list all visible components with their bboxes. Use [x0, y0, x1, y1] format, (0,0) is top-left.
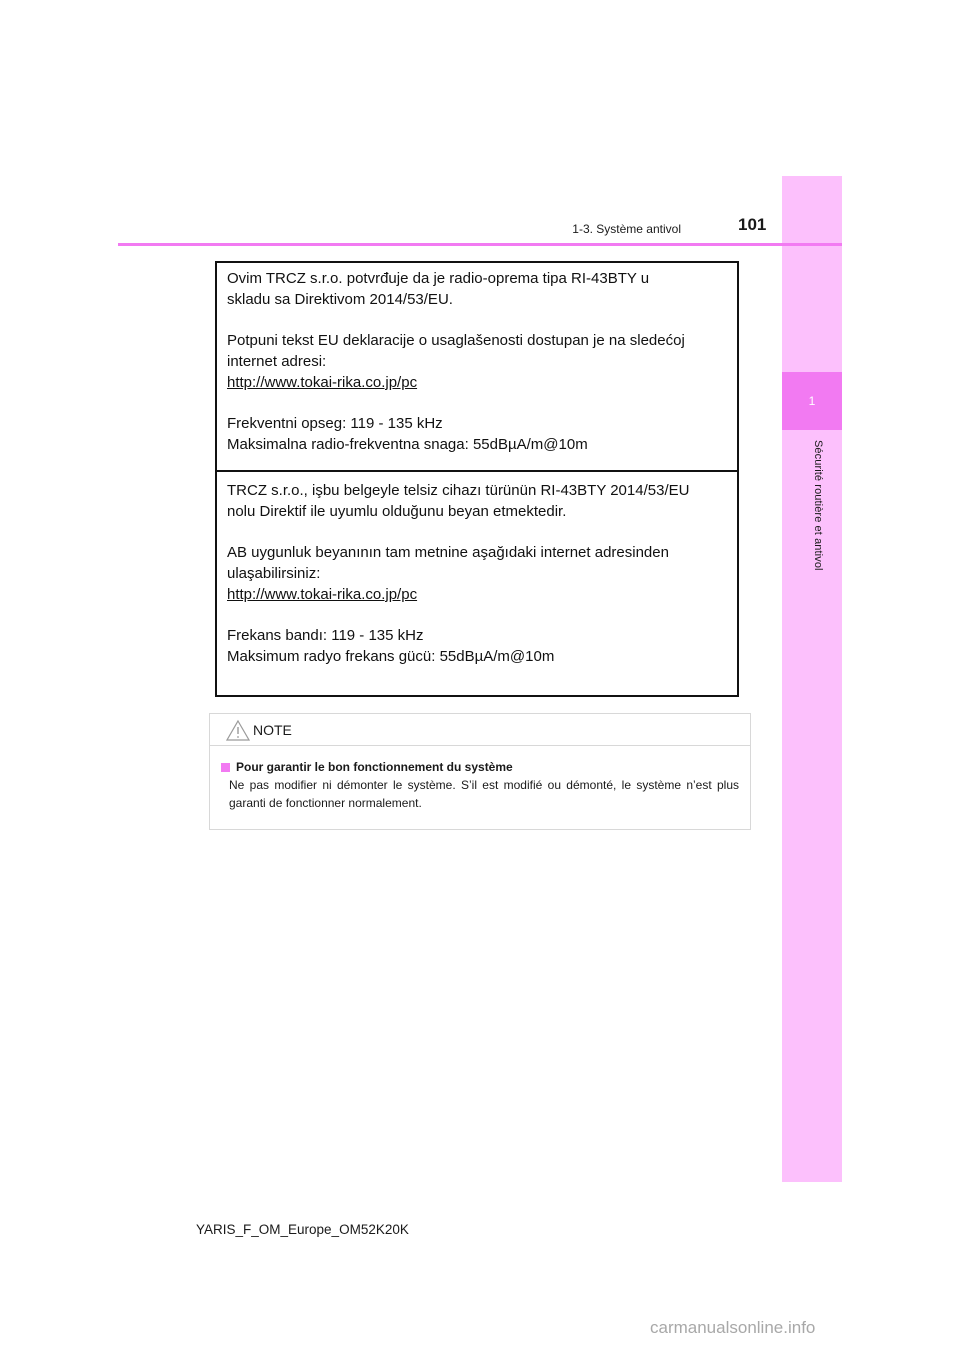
decl-sr-line5: Frekventni opseg: 119 - 135 kHz [227, 415, 443, 432]
note-text: Ne pas modifier ni démonter le système. S’il est modifié ou démonté, le système n’est plus garanti de fonctionner normalement. [229, 778, 739, 810]
decl-tr-line4: ulaşabilirsiniz: [227, 565, 321, 582]
note-title [221, 758, 739, 776]
decl-sr-line1: Ovim TRCZ s.r.o. potvrđuje da je radio-oprema tipa RI-43BTY u [227, 270, 650, 287]
declaration-serbian [227, 268, 727, 455]
warning-triangle-icon [226, 719, 250, 741]
decl-tr-line1: TRCZ s.r.o., işbu belgeyle telsiz cihazı türünün RI-43BTY 2014/53/EU [227, 482, 690, 499]
chapter-number: 1 [782, 372, 842, 430]
note-title-text: Pour garantir le bon fonctionnement du système [236, 760, 513, 774]
note-body [210, 746, 750, 812]
footer-code: YARIS_F_OM_Europe_OM52K20K [196, 1222, 409, 1237]
decl-sr-url-link[interactable]: http://www.tokai-rika.co.jp/pc [227, 374, 418, 391]
decl-sr-line4: internet adresi: [227, 353, 327, 370]
chapter-label: Sécurité routière et antivol [812, 440, 824, 571]
declaration-turkish [227, 480, 727, 667]
declaration-divider [217, 470, 737, 472]
decl-tr-url-link[interactable]: http://www.tokai-rika.co.jp/pc [227, 586, 418, 603]
decl-tr-line6: Maksimum radyo frekans gücü: 55dBµA/m@10m [227, 648, 555, 665]
note-box [209, 713, 751, 830]
note-header [210, 714, 750, 746]
decl-tr-line2: nolu Direktif ile uyumlu olduğunu beyan etmektedir. [227, 503, 567, 520]
chapter-side-tab [782, 176, 842, 1182]
header-rule [118, 243, 842, 246]
pink-square-bullet-icon [221, 763, 230, 772]
section-title: 1-3. Système antivol [572, 222, 681, 236]
note-label: NOTE [253, 722, 292, 738]
decl-tr-line5: Frekans bandı: 119 - 135 kHz [227, 627, 424, 644]
decl-sr-line6: Maksimalna radio-frekventna snaga: 55dBµA/m@10m [227, 436, 588, 453]
decl-sr-line3: Potpuni tekst EU deklaracije o usaglašenosti dostupan je na sledećoj [227, 332, 685, 349]
page-number: 101 [738, 215, 767, 234]
decl-sr-line2: skladu sa Direktivom 2014/53/EU. [227, 291, 453, 308]
decl-tr-line3: AB uygunluk beyanının tam metnine aşağıdaki internet adresinden [227, 544, 669, 561]
watermark[interactable]: carmanualsonline.info [650, 1318, 816, 1337]
declaration-box [215, 261, 739, 697]
